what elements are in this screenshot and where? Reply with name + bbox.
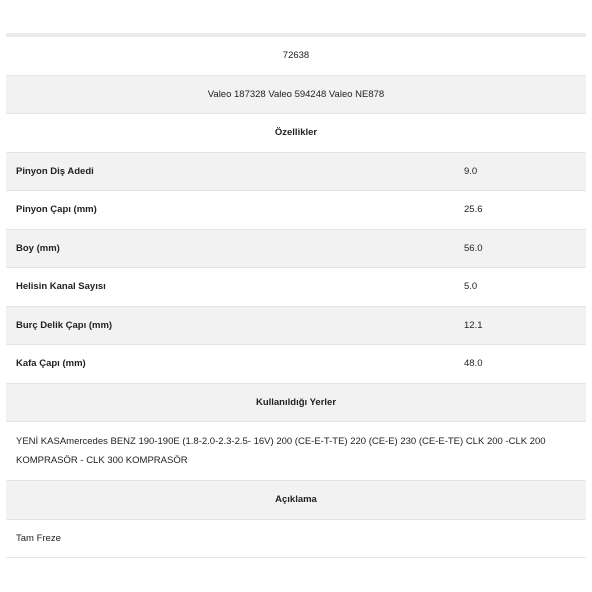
spec-row — [6, 230, 586, 269]
description-heading-row — [6, 481, 586, 520]
specs-heading: Özellikler — [274, 127, 318, 139]
spec-label: Pinyon Çapı (mm) — [16, 204, 97, 216]
spec-value: 9.0 — [464, 165, 478, 177]
cross-references: Valeo 187328 Valeo 594248 Valeo NE878 — [207, 88, 385, 100]
spec-row — [6, 191, 586, 230]
spec-row — [6, 268, 586, 307]
specs-heading-row — [6, 114, 586, 153]
spec-label: Burç Delik Çapı (mm) — [16, 319, 113, 331]
spec-row — [6, 307, 586, 346]
product-code: 72638 — [282, 50, 310, 62]
product-spec-table — [6, 33, 586, 558]
product-code-row — [6, 37, 586, 76]
spec-label: Kafa Çapı (mm) — [16, 358, 86, 370]
usage-heading: Kullanıldığı Yerler — [255, 396, 337, 408]
usage-text: YENİ KASAmercedes BENZ 190-190E (1.8-2.0-2.3-2.5- 16V) 200 (CE-E-T-TE) 220 (CE-E) 230 (CE-E-TE) CLK 200 -CLK 200 KOMPRASÖR - CLK 300 KOMPRASÖR — [16, 436, 546, 466]
spec-value: 5.0 — [464, 281, 478, 293]
spec-value: 56.0 — [464, 242, 483, 254]
spec-row — [6, 153, 586, 192]
usage-row — [6, 422, 586, 481]
description-text: Tam Freze — [16, 532, 61, 544]
spec-row — [6, 345, 586, 384]
spec-value: 25.6 — [464, 204, 483, 216]
description-heading: Açıklama — [275, 494, 317, 506]
spec-label: Boy (mm) — [16, 242, 60, 254]
spec-value: 12.1 — [464, 319, 483, 331]
usage-heading-row — [6, 384, 586, 423]
description-row — [6, 520, 586, 559]
spec-label: Helisin Kanal Sayısı — [16, 281, 106, 293]
spec-label: Pinyon Diş Adedi — [16, 165, 94, 177]
spec-value: 48.0 — [464, 358, 483, 370]
cross-reference-row — [6, 76, 586, 115]
